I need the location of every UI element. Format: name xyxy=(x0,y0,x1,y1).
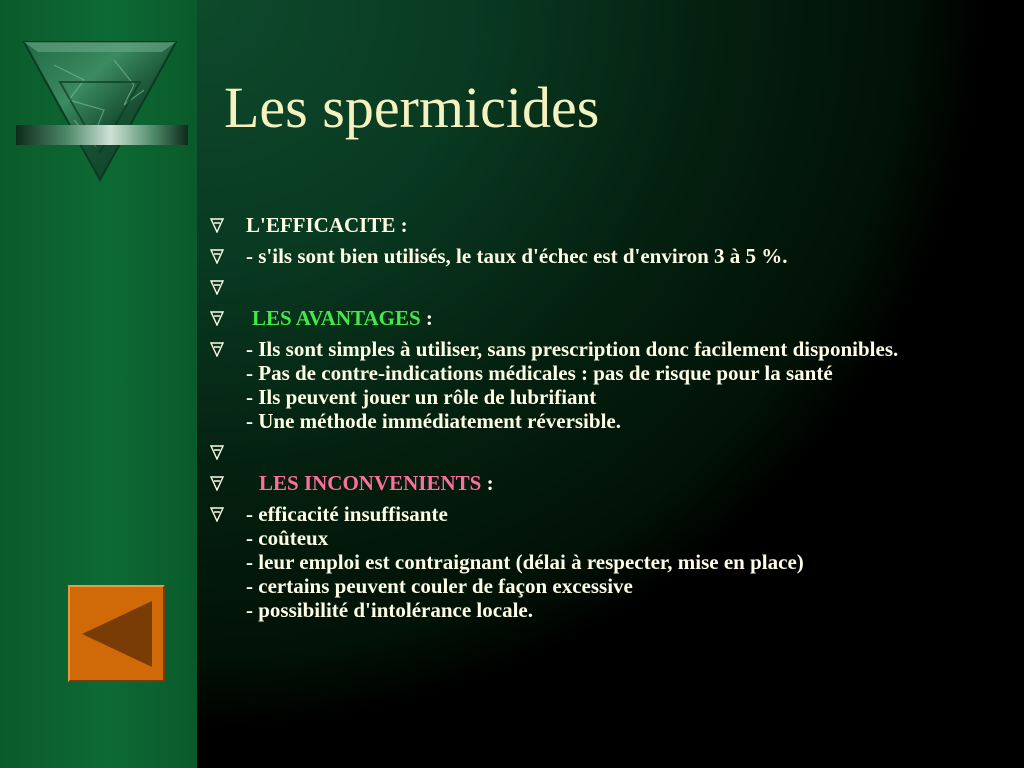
back-button[interactable] xyxy=(68,585,165,682)
list-item xyxy=(208,306,968,330)
checkmark-bullet-icon xyxy=(210,506,224,522)
checkmark-bullet-icon xyxy=(210,341,224,357)
avantages-colon: : xyxy=(420,306,433,330)
checkmark-bullet-icon xyxy=(210,444,224,460)
list-item xyxy=(208,337,968,433)
efficacite-heading: L'EFFICACITE : xyxy=(246,213,408,237)
inconvenients-heading: LES INCONVENIENTS xyxy=(259,471,482,495)
inconvenients-line: - efficacité insuffisante xyxy=(246,502,448,526)
checkmark-bullet-icon xyxy=(210,475,224,491)
avantages-line: - Ils sont simples à utiliser, sans prescription donc facilement disponibles. xyxy=(246,337,899,361)
list-item xyxy=(208,213,968,237)
inconvenients-colon: : xyxy=(481,471,494,495)
list-item xyxy=(208,440,968,464)
inconvenients-line: - coûteux xyxy=(246,526,329,550)
inconvenients-line: - leur emploi est contraignant (délai à respecter, mise en place) xyxy=(246,550,804,574)
triangle-logo-icon xyxy=(14,40,190,182)
back-arrow-icon xyxy=(70,587,163,680)
list-item xyxy=(208,275,968,299)
checkmark-bullet-icon xyxy=(210,248,224,264)
list-item xyxy=(208,502,968,622)
checkmark-bullet-icon xyxy=(210,310,224,326)
inconvenients-line: - certains peuvent couler de façon excessive xyxy=(246,574,633,598)
avantages-heading: LES AVANTAGES xyxy=(252,306,421,330)
avantages-line: - Pas de contre-indications médicales : pas de risque pour la santé xyxy=(246,361,833,385)
inconvenients-line: - possibilité d'intolérance locale. xyxy=(246,598,533,622)
list-item xyxy=(208,471,968,495)
efficacite-text: - s'ils sont bien utilisés, le taux d'échec est d'environ 3 à 5 %. xyxy=(246,244,788,268)
checkmark-bullet-icon xyxy=(210,279,224,295)
avantages-line: - Ils peuvent jouer un rôle de lubrifiant xyxy=(246,385,597,409)
avantages-line: - Une méthode immédiatement réversible. xyxy=(246,409,621,433)
bullet-list xyxy=(208,213,968,629)
list-item xyxy=(208,244,968,268)
checkmark-bullet-icon xyxy=(210,217,224,233)
slide-title: Les spermicides xyxy=(224,75,600,140)
